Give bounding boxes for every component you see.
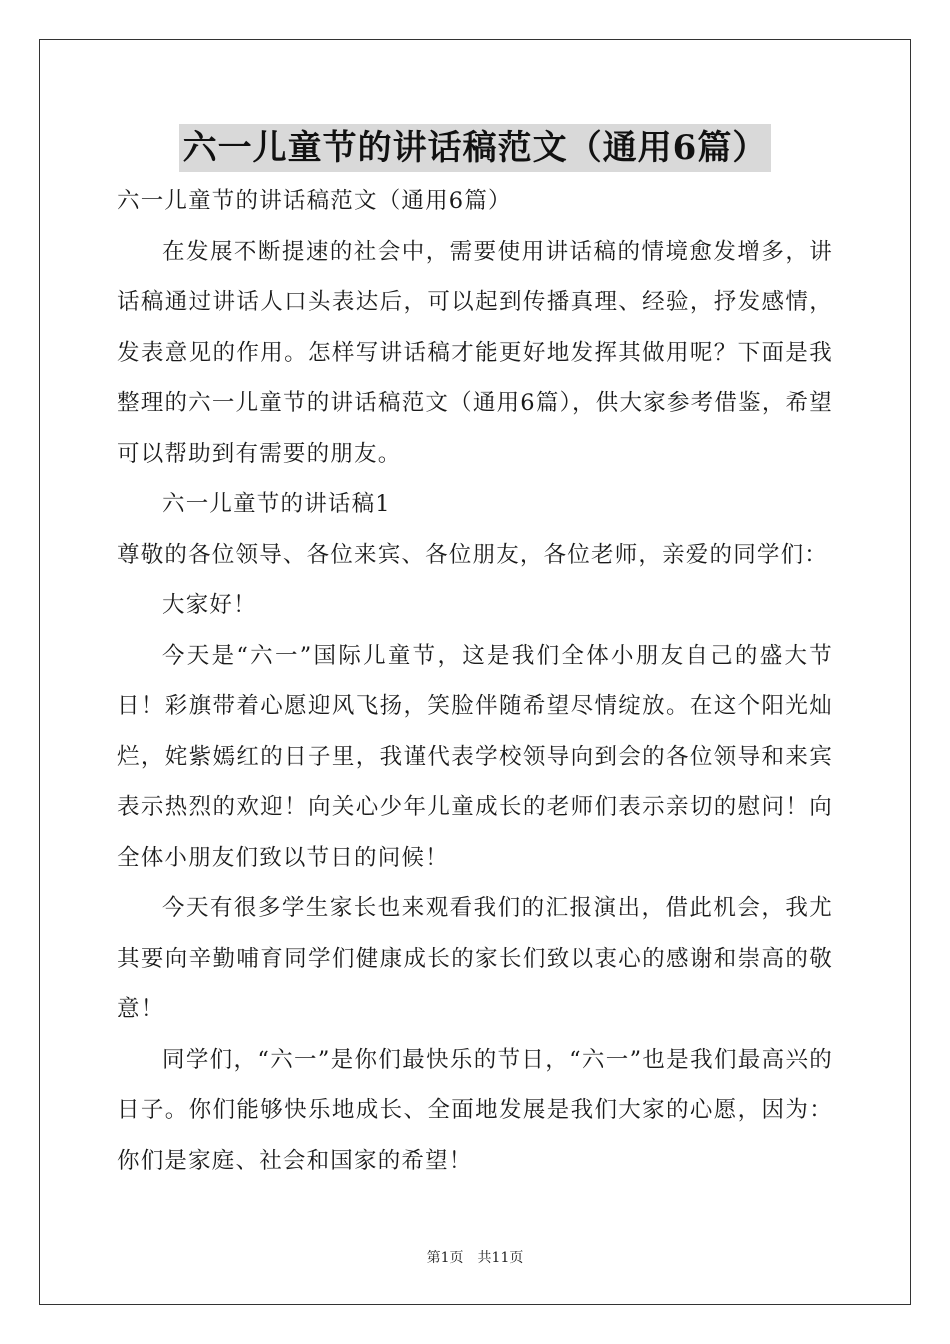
total-pages: 共11页 — [477, 1250, 524, 1266]
body-paragraph: 今天是“六一”国际儿童节，这是我们全体小朋友自己的盛大节日！彩旗带着心愿迎风飞扬，笑脸伴随希望尽情绽放。在这个阳光灿烂，姹紫嫣红的日子里，我谨代表学校领导向到会的各位领导和来宾表示热烈的欢迎！向关心少年儿童成长的老师们表示亲切的慰问！向全体小朋友们致以节日的问候！ — [117, 642, 833, 871]
document-subtitle: 六一儿童节的讲话稿范文（通用6篇） — [117, 188, 512, 214]
section-heading: 六一儿童节的讲话稿1 — [162, 491, 391, 517]
intro-paragraph: 在发展不断提速的社会中，需要使用讲话稿的情境愈发增多，讲话稿通过讲话人口头表达后，可以起到传播真理、经验，抒发感情，发表意见的作用。怎样写讲话稿才能更好地发挥其做用呢？下面是我整理的六一儿童节的讲话稿范文（通用6篇），供大家参考借鉴，希望可以帮助到有需要的朋友。 — [117, 238, 833, 467]
page-number: 第1页 — [426, 1250, 464, 1266]
salutation: 尊敬的各位领导、各位来宾、各位朋友，各位老师，亲爱的同学们： — [117, 541, 829, 568]
greeting: 大家好！ — [162, 592, 257, 618]
page-footer — [0, 1247, 950, 1267]
body-paragraph: 今天有很多学生家长也来观看我们的汇报演出，借此机会，我尤其要向辛勤哺育同学们健康成长的家长们致以衷心的感谢和崇高的敬意！ — [117, 895, 833, 1022]
title-container — [0, 124, 950, 172]
document-body — [117, 176, 833, 1186]
body-paragraph: 同学们，“六一”是你们最快乐的节日，“六一”也是我们最高兴的日子。你们能够快乐地成长、全面地发展是我们大家的心愿，因为：你们是家庭、社会和国家的希望！ — [117, 1046, 833, 1174]
document-title: 六一儿童节的讲话稿范文（通用6篇） — [179, 124, 772, 172]
